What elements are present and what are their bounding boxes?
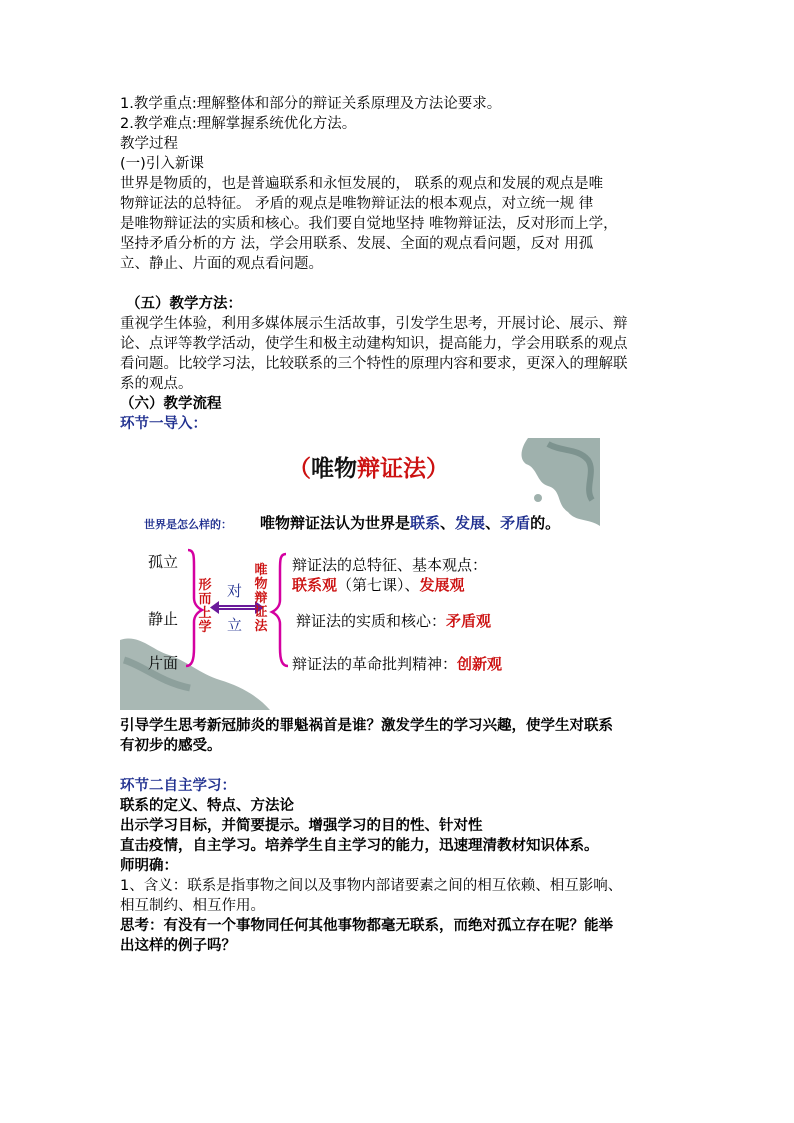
guide-line: 引导学生思考新冠肺炎的罪魁祸首是谁？激发学生的学习兴趣，使学生对联系 [120, 718, 613, 734]
label-dui: 对 [227, 582, 243, 600]
definition-line: 相互制约、相互作用。 [120, 898, 265, 914]
question-label: 世界是怎么样的： [144, 518, 232, 531]
label-onesided: 片面 [148, 654, 179, 672]
intro-paragraph-line: 物辩证法的总特征。 矛盾的观点是唯物辩证法的根本观点，对立统一规 律 [120, 196, 594, 212]
flow-heading: （六）教学流程 [120, 396, 222, 412]
think-line: 思考：有没有一个事物同任何其他事物都毫无联系，而绝对孤立存在呢？能举 [120, 918, 613, 934]
label-materialist-dialectics: 唯物辩证法 [254, 563, 268, 634]
think-line: 出这样的例子吗？ [120, 938, 236, 954]
teacher-clarify: 师明确： [120, 858, 178, 874]
slide-item-feature-values: 联系观（第七课）、发展观 [292, 576, 465, 594]
definition-line: 1、含义：联系是指事物之间以及事物内部诸要素之间的相互依赖、相互影响、 [120, 878, 623, 894]
difficulty-line: 2.教学难点:理解掌握系统优化方法。 [120, 116, 357, 132]
intro-paragraph-line: 世界是物质的，也是普遍联系和永恒发展的， 联系的观点和发展的观点是唯 [120, 176, 604, 192]
process-heading: 教学过程 [120, 136, 178, 152]
label-metaphysics: 形而上学 [198, 578, 212, 635]
step1-heading: 环节一导入： [120, 416, 207, 432]
method-paragraph-line: 系的观点。 [120, 376, 193, 392]
step2-line: 直击疫情，自主学习。培养学生自主学习的能力，迅速理清教材知识体系。 [120, 838, 599, 854]
step2-line: 联系的定义、特点、方法论 [120, 798, 294, 814]
label-isolated: 孤立 [148, 553, 179, 571]
method-paragraph-line: 看问题。比较学习法，比较联系的三个特性的原理内容和要求，更深入的理解联 [120, 356, 628, 372]
method-paragraph-line: 论、点评等教学活动，使学生和极主动建构知识，提高能力，学会用联系的观点 [120, 336, 628, 352]
label-li: 立 [227, 616, 243, 634]
slide-item-essence: 辩证法的实质和核心：矛盾观 [296, 612, 492, 630]
key-point-line: 1.教学重点:理解整体和部分的辩证关系原理及方法论要求。 [120, 96, 502, 112]
label-static: 静止 [148, 610, 179, 628]
slide-item-spirit: 辩证法的革命批判精神：创新观 [292, 655, 503, 673]
slide-item-feature: 辩证法的总特征、基本观点： [292, 556, 488, 574]
intro-paragraph-line: 是唯物辩证法的实质和核心。我们要自觉地坚持 唯物辩证法，反对形而上学， [120, 216, 618, 232]
slide-image [120, 438, 600, 710]
method-heading: （五）教学方法： [126, 296, 242, 312]
step2-line: 出示学习目标，并简要提示。增强学习的目的性、针对性 [120, 818, 483, 834]
method-paragraph-line: 重视学生体验，利用多媒体展示生活故事，引发学生思考，开展讨论、展示、辩 [120, 316, 628, 332]
question-answer: 唯物辩证法认为世界是联系、发展、矛盾的。 [260, 514, 561, 532]
intro-heading: (一)引入新课 [120, 156, 204, 172]
guide-line: 有初步的感受。 [120, 738, 222, 754]
intro-paragraph-line: 坚持矛盾分析的方 法，学会用联系、发展、全面的观点看问题，反对 用孤 [120, 236, 594, 252]
slide-title: （唯物辩证法） [288, 456, 449, 482]
step2-heading: 环节二自主学习： [120, 778, 236, 794]
document-body [120, 94, 680, 956]
intro-paragraph-line: 立、静止、片面的观点看问题。 [120, 256, 323, 272]
